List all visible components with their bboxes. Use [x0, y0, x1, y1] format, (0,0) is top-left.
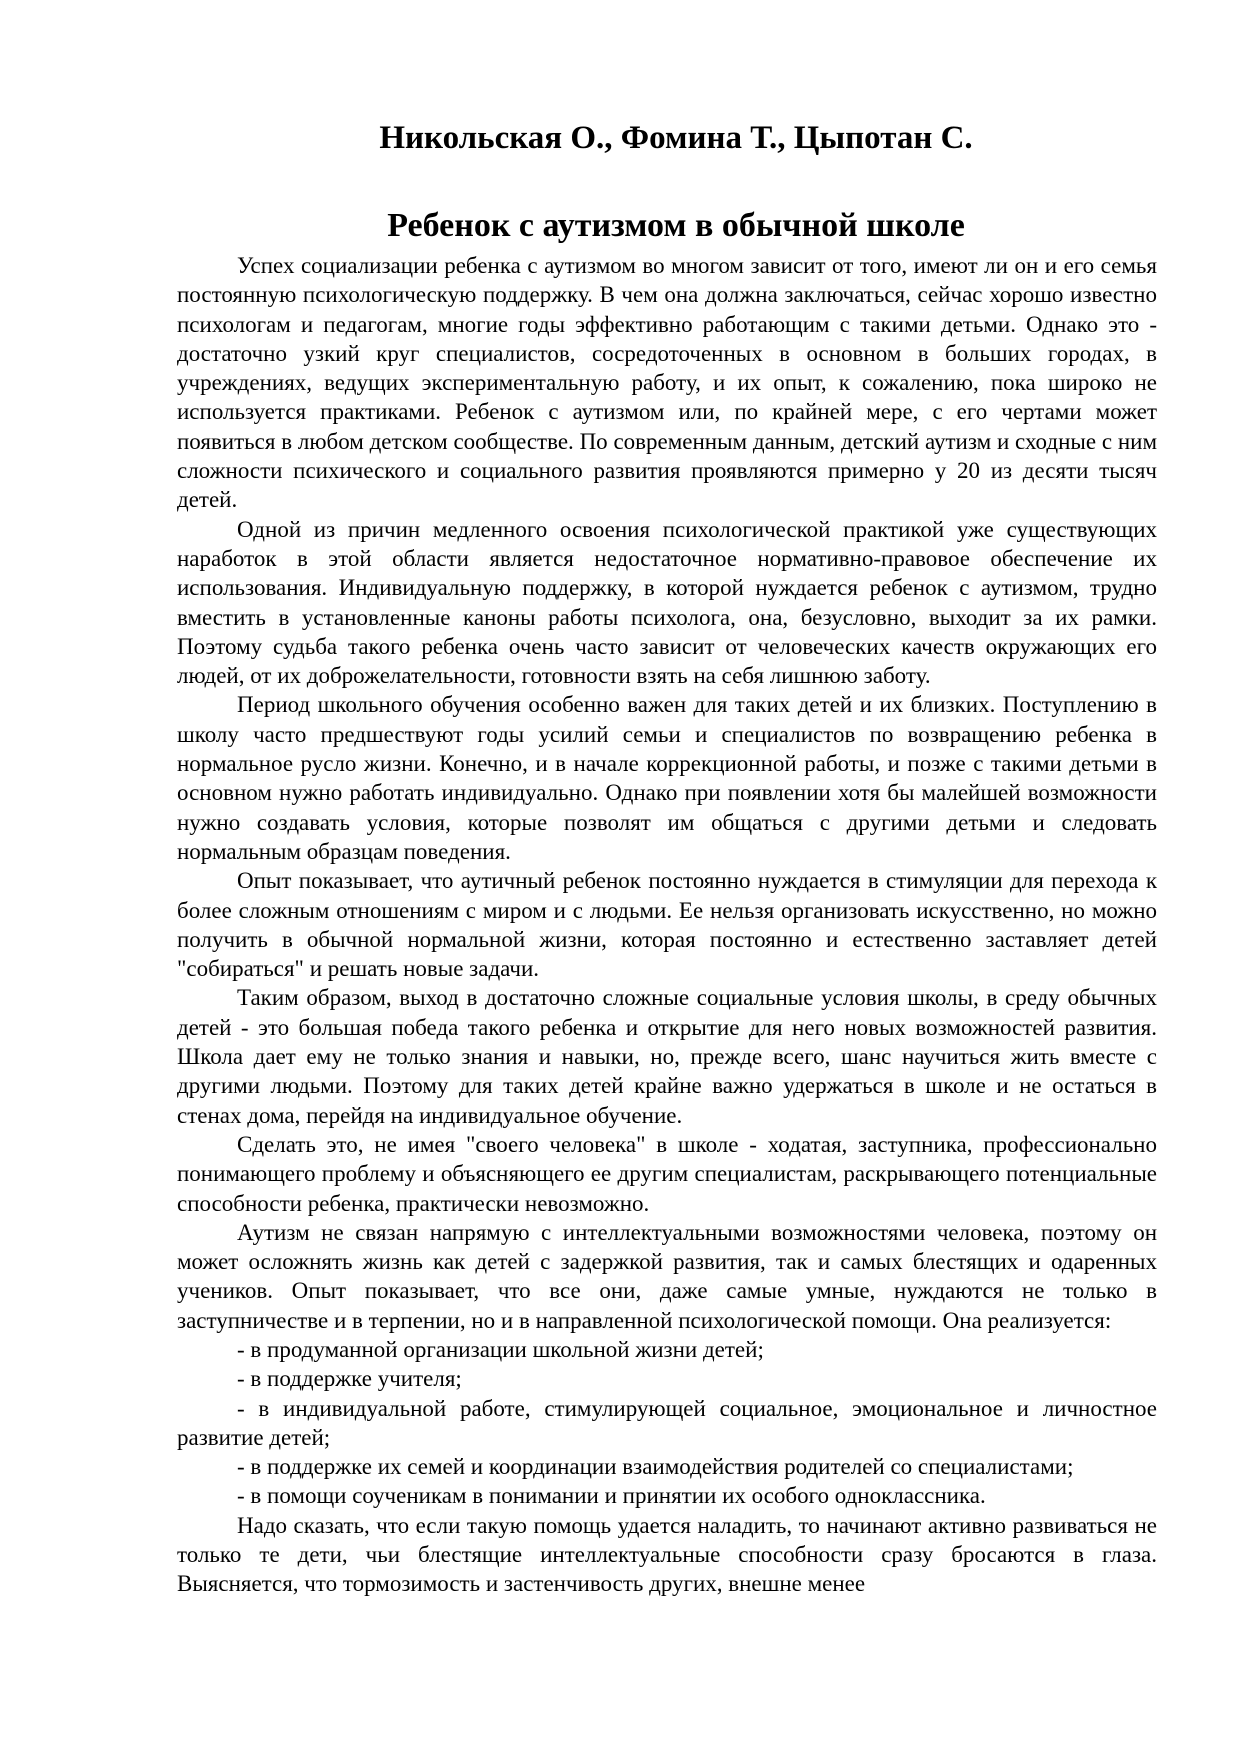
paragraph: Опыт показывает, что аутичный ребенок постоянно нуждается в стимуляции для перехода к более сложным отношениям с миром и с людьми. Ее нельзя организовать искусственно, но можно получить в обычной нормальной жизни, которая постоянно и естественно заставляет детей "собираться" и решать новые задачи. — [177, 868, 1157, 982]
paragraph: Таким образом, выход в достаточно сложные социальные условия школы, в среду обычных детей - это большая победа такого ребенка и открытие для него новых возможностей развития. Школа дает ему не только знания и навыки, но, прежде всего, шанс научиться жить вместе с другими людьми. Поэтому для таких детей крайне важно удержаться в школе и не остаться в стенах дома, перейдя на индивидуальное обучение. — [177, 985, 1157, 1128]
paragraph: Надо сказать, что если такую помощь удается наладить, то начинают активно развиваться не только те дети, чьи блестящие интеллектуальные способности сразу бросаются в глаза. Выясняется, что тормозимость и застенчивость других, внешне менее — [177, 1512, 1157, 1597]
list-item: - в помощи соученикам в понимании и принятии их особого одноклассника. — [237, 1483, 986, 1509]
paragraph: Период школьного обучения особенно важен для таких детей и их близких. Поступлению в школу часто предшествуют годы усилий семьи и специалистов по возвращению ребенка в нормальное русло жизни. Конечно, и в начале коррекционной работы, и позже с такими детьми в основном нужно работать индивидуально. Однако при появлении хотя бы малейшей возможности нужно создавать условия, которые позволят им общаться с другими детьми и следовать нормальным образцам поведения. — [177, 692, 1157, 864]
list-item: - в индивидуальной работе, стимулирующей социальное, эмоциональное и личностное развитие детей; — [177, 1395, 1157, 1450]
document-title: Ребенок с аутизмом в обычной школе — [387, 207, 965, 244]
list-item: - в поддержке их семей и координации взаимодействия родителей со специалистами; — [237, 1454, 1074, 1480]
paragraph: Одной из причин медленного освоения психологической практикой уже существующих наработок в этой области является недостаточное нормативно-правовое обеспечение их использования. Индивидуальную поддержку, в которой нуждается ребенок с аутизмом, трудно вместить в установленные каноны работы психолога, она, безусловно, выходит за их рамки. Поэтому судьба такого ребенка очень часто зависит от человеческих качеств окружающих его людей, от их доброжелательности, готовности взять на себя лишнюю заботу. — [177, 516, 1157, 689]
list-item: - в поддержке учителя; — [237, 1366, 462, 1392]
document-body — [177, 251, 1157, 1599]
paragraph: Сделать это, не имея "своего человека" в школе - ходатая, заступника, профессионально понимающего проблему и объясняющего ее другим специалистам, раскрывающего потенциальные способности ребенка, практически невозможно. — [177, 1131, 1157, 1216]
authors: Никольская О., Фомина Т., Цыпотан С. — [379, 120, 973, 156]
paragraph: Успех социализации ребенка с аутизмом во многом зависит от того, имеют ли он и его семья постоянную психологическую поддержку. В чем она должна заключаться, сейчас хорошо известно психологам и педагогам, многие годы эффективно работающим с такими детьми. Однако это - достаточно узкий круг специалистов, сосредоточенных в основном в больших городах, в учреждениях, ведущих экспериментальную работу, и их опыт, к сожалению, пока широко не используется практиками. Ребенок с аутизмом или, по крайней мере, с его чертами может появиться в любом детском сообществе. По современным данным, детский аутизм и сходные с ним сложности психического и социального развития проявляются примерно у 20 из десяти тысяч детей. — [177, 253, 1157, 513]
list-item: - в продуманной организации школьной жизни детей; — [237, 1336, 764, 1362]
paragraph: Аутизм не связан напрямую с интеллектуальными возможностями человека, поэтому он может осложнять жизнь как детей с задержкой развития, так и самых блестящих и одаренных учеников. Опыт показывает, что все они, даже самые умные, нуждаются не только в заступничестве и в терпении, но и в направленной психологической помощи. Она реализуется: — [177, 1219, 1157, 1333]
